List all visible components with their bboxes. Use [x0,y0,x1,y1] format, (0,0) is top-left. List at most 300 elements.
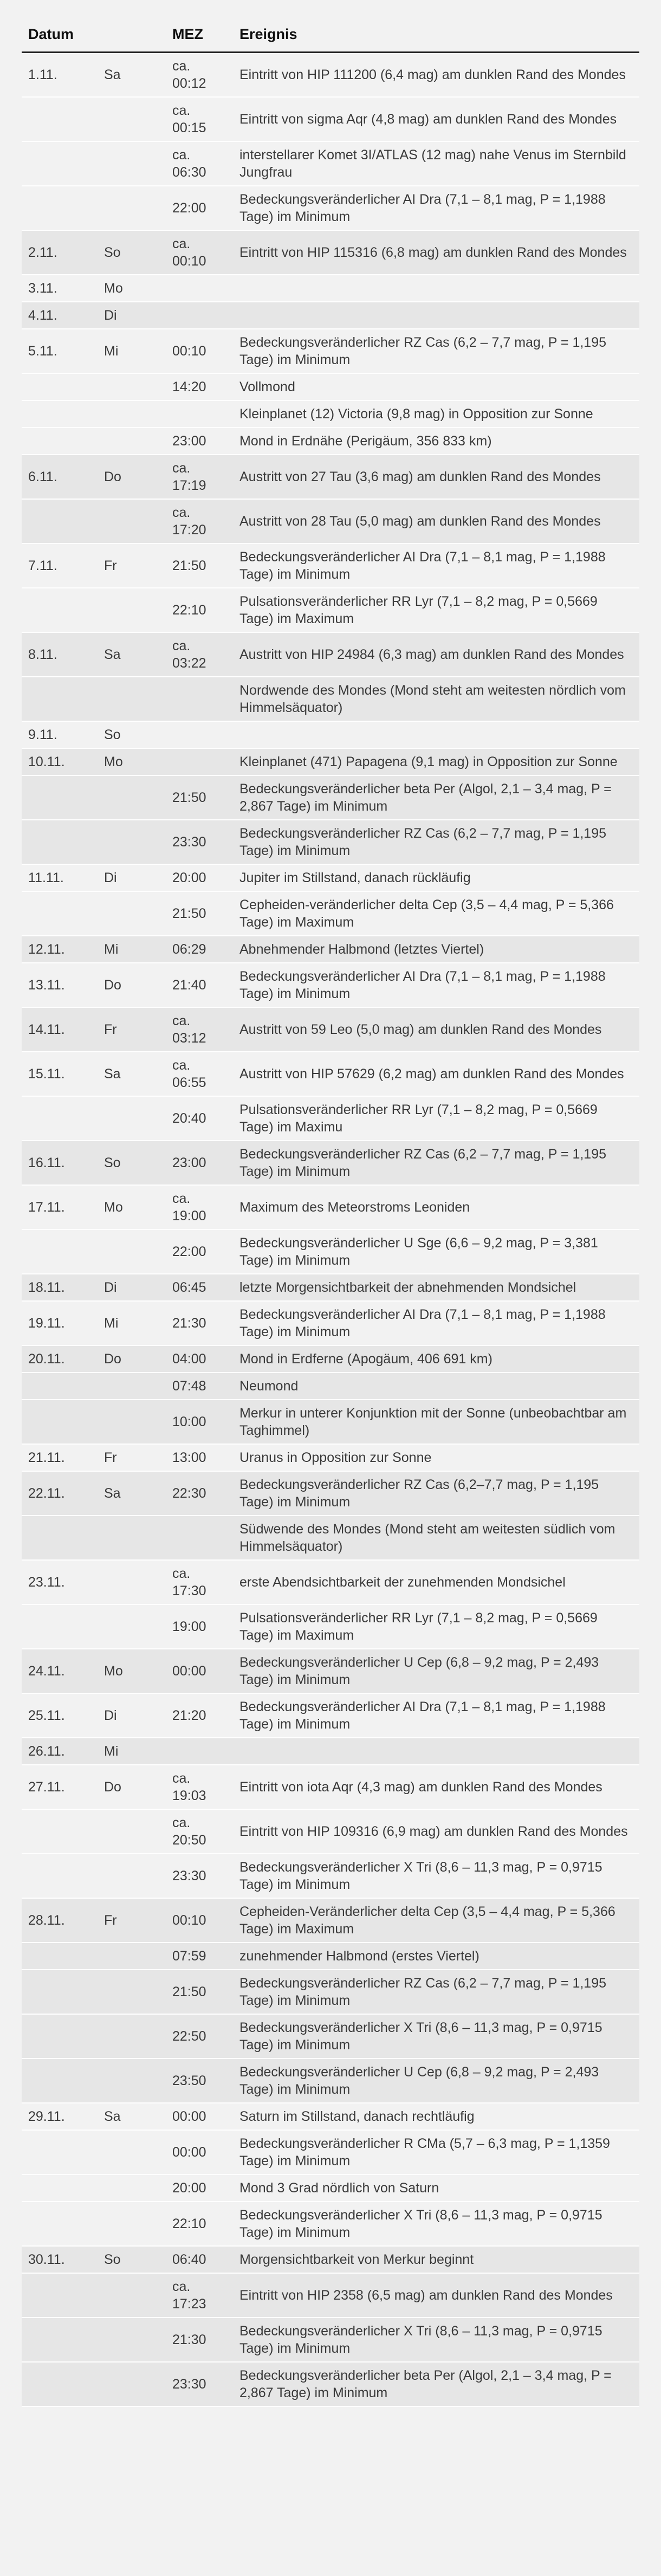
cell-event: Bedeckungsveränderlicher AI Dra (7,1 – 8,1 mag, P = 1,1988 Tage) im Minimum [233,186,639,230]
cell-day [98,1516,166,1560]
cell-event: zunehmender Halbmond (erstes Viertel) [233,1943,639,1970]
cell-time: 23:00 [166,1141,233,1185]
table-row [22,677,639,721]
cell-event: Eintritt von HIP 2358 (6,5 mag) am dunklen Rand des Mondes [233,2273,639,2318]
cell-time: 22:30 [166,1471,233,1516]
table-row [22,141,639,186]
table-row [22,275,639,302]
cell-date [22,1516,98,1560]
cell-date: 5.11. [22,329,98,373]
cell-time: 21:30 [166,2318,233,2362]
table-row [22,1765,639,1809]
cell-date: 12.11. [22,936,98,963]
cell-time [166,302,233,329]
cell-time: 10:00 [166,1400,233,1444]
cell-event: Südwende des Mondes (Mond steht am weitesten südlich vom Himmelsäquator) [233,1516,639,1560]
cell-date [22,1970,98,2014]
table-row [22,1229,639,1274]
cell-day: Di [98,864,166,891]
cell-event: Neumond [233,1373,639,1400]
cell-day: Mi [98,329,166,373]
cell-day [98,186,166,230]
cell-event: Bedeckungsveränderlicher U Cep (6,8 – 9,2 mag, P = 2,493 Tage) im Minimum [233,2059,639,2103]
cell-date [22,1400,98,1444]
cell-day: Mo [98,275,166,302]
cell-date [22,499,98,543]
cell-day [98,677,166,721]
table-row [22,1096,639,1141]
table-row [22,1809,639,1854]
cell-time: 23:50 [166,2059,233,2103]
cell-day [98,1229,166,1274]
cell-date [22,588,98,632]
cell-date [22,186,98,230]
cell-day [98,2014,166,2059]
cell-time: 04:00 [166,1345,233,1373]
cell-event: Austritt von 59 Leo (5,0 mag) am dunklen Rand des Mondes [233,1007,639,1052]
cell-time: 07:48 [166,1373,233,1400]
table-row [22,1345,639,1373]
cell-time: 21:20 [166,1693,233,1738]
cell-event: Austritt von HIP 24984 (6,3 mag) am dunklen Rand des Mondes [233,632,639,677]
cell-event: Mond in Erdferne (Apogäum, 406 691 km) [233,1345,639,1373]
table-header-row [22,26,639,53]
cell-event: Bedeckungsveränderlicher AI Dra (7,1 – 8,1 mag, P = 1,1988 Tage) im Minimum [233,543,639,588]
cell-day: Do [98,963,166,1007]
cell-time: ca. 19:03 [166,1765,233,1809]
cell-date [22,2202,98,2246]
table-row [22,2059,639,2103]
cell-time: ca. 00:12 [166,53,233,98]
cell-event: Bedeckungsveränderlicher RZ Cas (6,2 – 7,7 mag, P = 1,195 Tage) im Minimum [233,1141,639,1185]
cell-date: 8.11. [22,632,98,677]
cell-time [166,721,233,748]
cell-time: ca. 19:00 [166,1185,233,1229]
cell-date: 4.11. [22,302,98,329]
cell-date [22,1943,98,1970]
cell-event: Bedeckungsveränderlicher U Cep (6,8 – 9,2 mag, P = 2,493 Tage) im Minimum [233,1649,639,1693]
cell-day: Do [98,455,166,499]
cell-day: Sa [98,1471,166,1516]
cell-time: 23:00 [166,428,233,455]
cell-date: 1.11. [22,53,98,98]
cell-day: Mi [98,1301,166,1345]
cell-event: Morgensichtbarkeit von Merkur beginnt [233,2246,639,2273]
table-row [22,2362,639,2406]
table-row [22,721,639,748]
cell-date [22,400,98,428]
cell-event: Austritt von 28 Tau (5,0 mag) am dunklen Rand des Mondes [233,499,639,543]
cell-event: Abnehmender Halbmond (letztes Viertel) [233,936,639,963]
table-row [22,820,639,864]
cell-time: 21:50 [166,775,233,820]
cell-date: 15.11. [22,1052,98,1096]
cell-event [233,302,639,329]
cell-time: 22:00 [166,1229,233,1274]
table-row [22,186,639,230]
cell-date: 21.11. [22,1444,98,1471]
cell-event: Pulsationsveränderlicher RR Lyr (7,1 – 8,2 mag, P = 0,5669 Tage) im Maximu [233,1096,639,1141]
cell-date: 13.11. [22,963,98,1007]
cell-event: Bedeckungsveränderlicher RZ Cas (6,2 – 7,7 mag, P = 1,195 Tage) im Minimum [233,329,639,373]
cell-event: Bedeckungsveränderlicher RZ Cas (6,2 – 7,7 mag, P = 1,195 Tage) im Minimum [233,1970,639,2014]
cell-day: Sa [98,1052,166,1096]
events-table-container [22,26,639,2407]
cell-time: 22:50 [166,2014,233,2059]
cell-time: 00:00 [166,1649,233,1693]
table-row [22,775,639,820]
cell-time: ca. 00:10 [166,230,233,275]
cell-time: 21:50 [166,543,233,588]
cell-day [98,2273,166,2318]
cell-date: 3.11. [22,275,98,302]
cell-date: 23.11. [22,1560,98,1604]
cell-event: Bedeckungsveränderlicher X Tri (8,6 – 11,3 mag, P = 0,9715 Tage) im Minimum [233,2014,639,2059]
cell-day: Mi [98,936,166,963]
cell-event: Bedeckungsveränderlicher R CMa (5,7 – 6,3 mag, P = 1,1359 Tage) im Minimum [233,2130,639,2174]
cell-date: 24.11. [22,1649,98,1693]
cell-day: So [98,721,166,748]
cell-time: ca. 03:22 [166,632,233,677]
cell-event: Bedeckungsveränderlicher U Sge (6,6 – 9,2 mag, P = 3,381 Tage) im Minimum [233,1229,639,1274]
cell-date [22,820,98,864]
cell-day: Di [98,1693,166,1738]
cell-time: ca. 03:12 [166,1007,233,1052]
cell-time: 21:30 [166,1301,233,1345]
cell-time: ca. 17:19 [166,455,233,499]
cell-date [22,775,98,820]
cell-event: Bedeckungsveränderlicher AI Dra (7,1 – 8,1 mag, P = 1,1988 Tage) im Minimum [233,963,639,1007]
table-row [22,1444,639,1471]
table-row [22,53,639,98]
cell-event: Jupiter im Stillstand, danach rückläufig [233,864,639,891]
cell-event: Merkur in unterer Konjunktion mit der Sonne (unbeobachtbar am Taghimmel) [233,1400,639,1444]
cell-time [166,677,233,721]
cell-day: Fr [98,1898,166,1943]
cell-event: Eintritt von iota Aqr (4,3 mag) am dunklen Rand des Mondes [233,1765,639,1809]
cell-day [98,141,166,186]
table-row [22,1854,639,1898]
cell-event: Mond 3 Grad nördlich von Saturn [233,2174,639,2202]
table-row [22,1301,639,1345]
table-row [22,1052,639,1096]
cell-time: 14:20 [166,373,233,400]
cell-day [98,1854,166,1898]
cell-time: ca. 06:30 [166,141,233,186]
cell-time: 20:00 [166,2174,233,2202]
cell-event: Kleinplanet (471) Papagena (9,1 mag) in Opposition zur Sonne [233,748,639,775]
cell-time: 13:00 [166,1444,233,1471]
table-row [22,2246,639,2273]
cell-time: 20:40 [166,1096,233,1141]
cell-day [98,428,166,455]
header-date: Datum [22,26,98,53]
cell-time: 22:00 [166,186,233,230]
cell-event: Austritt von 27 Tau (3,6 mag) am dunklen Rand des Mondes [233,455,639,499]
table-row [22,1738,639,1765]
table-row [22,1185,639,1229]
cell-date: 20.11. [22,1345,98,1373]
table-row [22,302,639,329]
cell-time: 00:00 [166,2103,233,2130]
cell-date [22,2059,98,2103]
cell-day [98,400,166,428]
table-row [22,1649,639,1693]
cell-time: ca. 00:15 [166,97,233,141]
cell-day [98,2130,166,2174]
cell-day [98,891,166,936]
table-row [22,1604,639,1649]
cell-event [233,275,639,302]
cell-day [98,499,166,543]
cell-day [98,1400,166,1444]
table-row [22,400,639,428]
cell-date [22,428,98,455]
cell-day: Mi [98,1738,166,1765]
table-row [22,1141,639,1185]
table-row [22,936,639,963]
cell-day [98,588,166,632]
cell-time: 23:30 [166,820,233,864]
cell-date [22,141,98,186]
table-row [22,588,639,632]
cell-event: Maximum des Meteorstroms Leoniden [233,1185,639,1229]
cell-day [98,2174,166,2202]
table-row [22,2174,639,2202]
cell-date: 27.11. [22,1765,98,1809]
cell-time: 22:10 [166,2202,233,2246]
cell-date [22,1854,98,1898]
cell-date: 7.11. [22,543,98,588]
table-row [22,2014,639,2059]
cell-day: Do [98,1765,166,1809]
cell-day: Di [98,302,166,329]
cell-day: Sa [98,632,166,677]
cell-event: Nordwende des Mondes (Mond steht am weitesten nördlich vom Himmelsäquator) [233,677,639,721]
cell-time: ca. 17:30 [166,1560,233,1604]
table-row [22,230,639,275]
table-row [22,1943,639,1970]
table-row [22,499,639,543]
cell-day [98,820,166,864]
cell-date: 28.11. [22,1898,98,1943]
cell-time: 07:59 [166,1943,233,1970]
cell-day: Sa [98,2103,166,2130]
cell-date [22,1809,98,1854]
cell-time [166,748,233,775]
cell-date: 11.11. [22,864,98,891]
table-row [22,1693,639,1738]
cell-time: 23:30 [166,2362,233,2406]
cell-time: 06:40 [166,2246,233,2273]
cell-date [22,891,98,936]
cell-date: 26.11. [22,1738,98,1765]
cell-time: 06:45 [166,1274,233,1301]
cell-day: Mo [98,748,166,775]
cell-day [98,1970,166,2014]
table-row [22,891,639,936]
table-row [22,97,639,141]
cell-day [98,2362,166,2406]
cell-event: Pulsationsveränderlicher RR Lyr (7,1 – 8,2 mag, P = 0,5669 Tage) im Maximum [233,588,639,632]
cell-date [22,1373,98,1400]
cell-date: 14.11. [22,1007,98,1052]
cell-event: Cepheiden-Veränderlicher delta Cep (3,5 – 4,4 mag, P = 5,366 Tage) im Maximum [233,1898,639,1943]
cell-time: 21:40 [166,963,233,1007]
cell-date [22,373,98,400]
header-day [98,26,166,53]
table-row [22,2318,639,2362]
cell-event: letzte Morgensichtbarkeit der abnehmenden Mondsichel [233,1274,639,1301]
table-row [22,2130,639,2174]
cell-date [22,97,98,141]
cell-day: Sa [98,53,166,98]
table-row [22,1516,639,1560]
cell-event: Eintritt von HIP 111200 (6,4 mag) am dunklen Rand des Mondes [233,53,639,98]
table-row [22,1560,639,1604]
table-row [22,329,639,373]
table-row [22,1373,639,1400]
cell-date: 19.11. [22,1301,98,1345]
cell-date [22,2318,98,2362]
table-row [22,1007,639,1052]
cell-date [22,2174,98,2202]
cell-time: 22:10 [166,588,233,632]
cell-date [22,1096,98,1141]
cell-time [166,1738,233,1765]
cell-event: Eintritt von HIP 115316 (6,8 mag) am dunklen Rand des Mondes [233,230,639,275]
cell-time: ca. 17:23 [166,2273,233,2318]
events-table [22,26,639,2407]
cell-event: Bedeckungsveränderlicher AI Dra (7,1 – 8,1 mag, P = 1,1988 Tage) im Minimum [233,1301,639,1345]
cell-day [98,1604,166,1649]
table-row [22,1898,639,1943]
table-body [22,53,639,2407]
cell-event: Vollmond [233,373,639,400]
cell-date: 25.11. [22,1693,98,1738]
cell-day [98,2059,166,2103]
cell-day [98,97,166,141]
cell-date [22,2014,98,2059]
cell-event [233,1738,639,1765]
cell-time: 00:00 [166,2130,233,2174]
cell-event: Uranus in Opposition zur Sonne [233,1444,639,1471]
cell-event: Bedeckungsveränderlicher RZ Cas (6,2 – 7,7 mag, P = 1,195 Tage) im Minimum [233,820,639,864]
table-row [22,963,639,1007]
cell-date [22,2130,98,2174]
table-row [22,864,639,891]
cell-day: So [98,1141,166,1185]
table-row [22,1400,639,1444]
cell-time: 06:29 [166,936,233,963]
cell-day [98,1809,166,1854]
table-row [22,373,639,400]
cell-day [98,775,166,820]
cell-time: 23:30 [166,1854,233,1898]
table-row [22,2273,639,2318]
cell-date [22,1604,98,1649]
cell-event: Pulsationsveränderlicher RR Lyr (7,1 – 8,2 mag, P = 0,5669 Tage) im Maximum [233,1604,639,1649]
cell-day: Mo [98,1185,166,1229]
cell-day: Fr [98,543,166,588]
cell-day [98,2202,166,2246]
cell-event: Eintritt von sigma Aqr (4,8 mag) am dunklen Rand des Mondes [233,97,639,141]
cell-event: Mond in Erdnähe (Perigäum, 356 833 km) [233,428,639,455]
cell-event: Bedeckungsveränderlicher RZ Cas (6,2–7,7 mag, P = 1,195 Tage) im Minimum [233,1471,639,1516]
cell-time: 00:10 [166,329,233,373]
cell-day: Mo [98,1649,166,1693]
cell-time [166,275,233,302]
table-row [22,632,639,677]
cell-day [98,1943,166,1970]
cell-date: 18.11. [22,1274,98,1301]
cell-date: 30.11. [22,2246,98,2273]
cell-time: 20:00 [166,864,233,891]
cell-date: 2.11. [22,230,98,275]
cell-date: 16.11. [22,1141,98,1185]
cell-event: Saturn im Stillstand, danach rechtläufig [233,2103,639,2130]
cell-day [98,2318,166,2362]
cell-date [22,2273,98,2318]
cell-day [98,1373,166,1400]
cell-time: 00:10 [166,1898,233,1943]
cell-time [166,1516,233,1560]
table-row [22,428,639,455]
cell-day: Do [98,1345,166,1373]
cell-event: erste Abendsichtbarkeit der zunehmenden Mondsichel [233,1560,639,1604]
cell-time: 19:00 [166,1604,233,1649]
cell-event: Bedeckungsveränderlicher X Tri (8,6 – 11,3 mag, P = 0,9715 Tage) im Minimum [233,2318,639,2362]
cell-date: 9.11. [22,721,98,748]
cell-event: Eintritt von HIP 109316 (6,9 mag) am dunklen Rand des Mondes [233,1809,639,1854]
cell-day: Fr [98,1007,166,1052]
cell-date: 17.11. [22,1185,98,1229]
cell-day [98,373,166,400]
cell-event: Bedeckungsveränderlicher beta Per (Algol, 2,1 – 3,4 mag, P = 2,867 Tage) im Minimum [233,775,639,820]
cell-time [166,400,233,428]
cell-date: 6.11. [22,455,98,499]
cell-day: So [98,230,166,275]
table-row [22,1970,639,2014]
cell-day: Fr [98,1444,166,1471]
cell-date: 29.11. [22,2103,98,2130]
table-row [22,1471,639,1516]
cell-date [22,2362,98,2406]
cell-event: Cepheiden-veränderlicher delta Cep (3,5 – 4,4 mag, P = 5,366 Tage) im Maximum [233,891,639,936]
cell-day [98,1560,166,1604]
cell-date: 10.11. [22,748,98,775]
cell-event: Bedeckungsveränderlicher AI Dra (7,1 – 8,1 mag, P = 1,1988 Tage) im Minimum [233,1693,639,1738]
cell-day: So [98,2246,166,2273]
cell-time: ca. 20:50 [166,1809,233,1854]
cell-event [233,721,639,748]
cell-day [98,1096,166,1141]
cell-time: ca. 17:20 [166,499,233,543]
cell-event: Bedeckungsveränderlicher X Tri (8,6 – 11,3 mag, P = 0,9715 Tage) im Minimum [233,1854,639,1898]
cell-date: 22.11. [22,1471,98,1516]
cell-event: Austritt von HIP 57629 (6,2 mag) am dunklen Rand des Mondes [233,1052,639,1096]
cell-event: Bedeckungsveränderlicher X Tri (8,6 – 11,3 mag, P = 0,9715 Tage) im Minimum [233,2202,639,2246]
cell-time: 21:50 [166,891,233,936]
cell-day: Di [98,1274,166,1301]
cell-event: Bedeckungsveränderlicher beta Per (Algol, 2,1 – 3,4 mag, P = 2,867 Tage) im Minimum [233,2362,639,2406]
cell-date [22,677,98,721]
table-row [22,455,639,499]
cell-event: Kleinplanet (12) Victoria (9,8 mag) in Opposition zur Sonne [233,400,639,428]
header-time: MEZ [166,26,233,53]
cell-time: 21:50 [166,1970,233,2014]
table-row [22,2202,639,2246]
